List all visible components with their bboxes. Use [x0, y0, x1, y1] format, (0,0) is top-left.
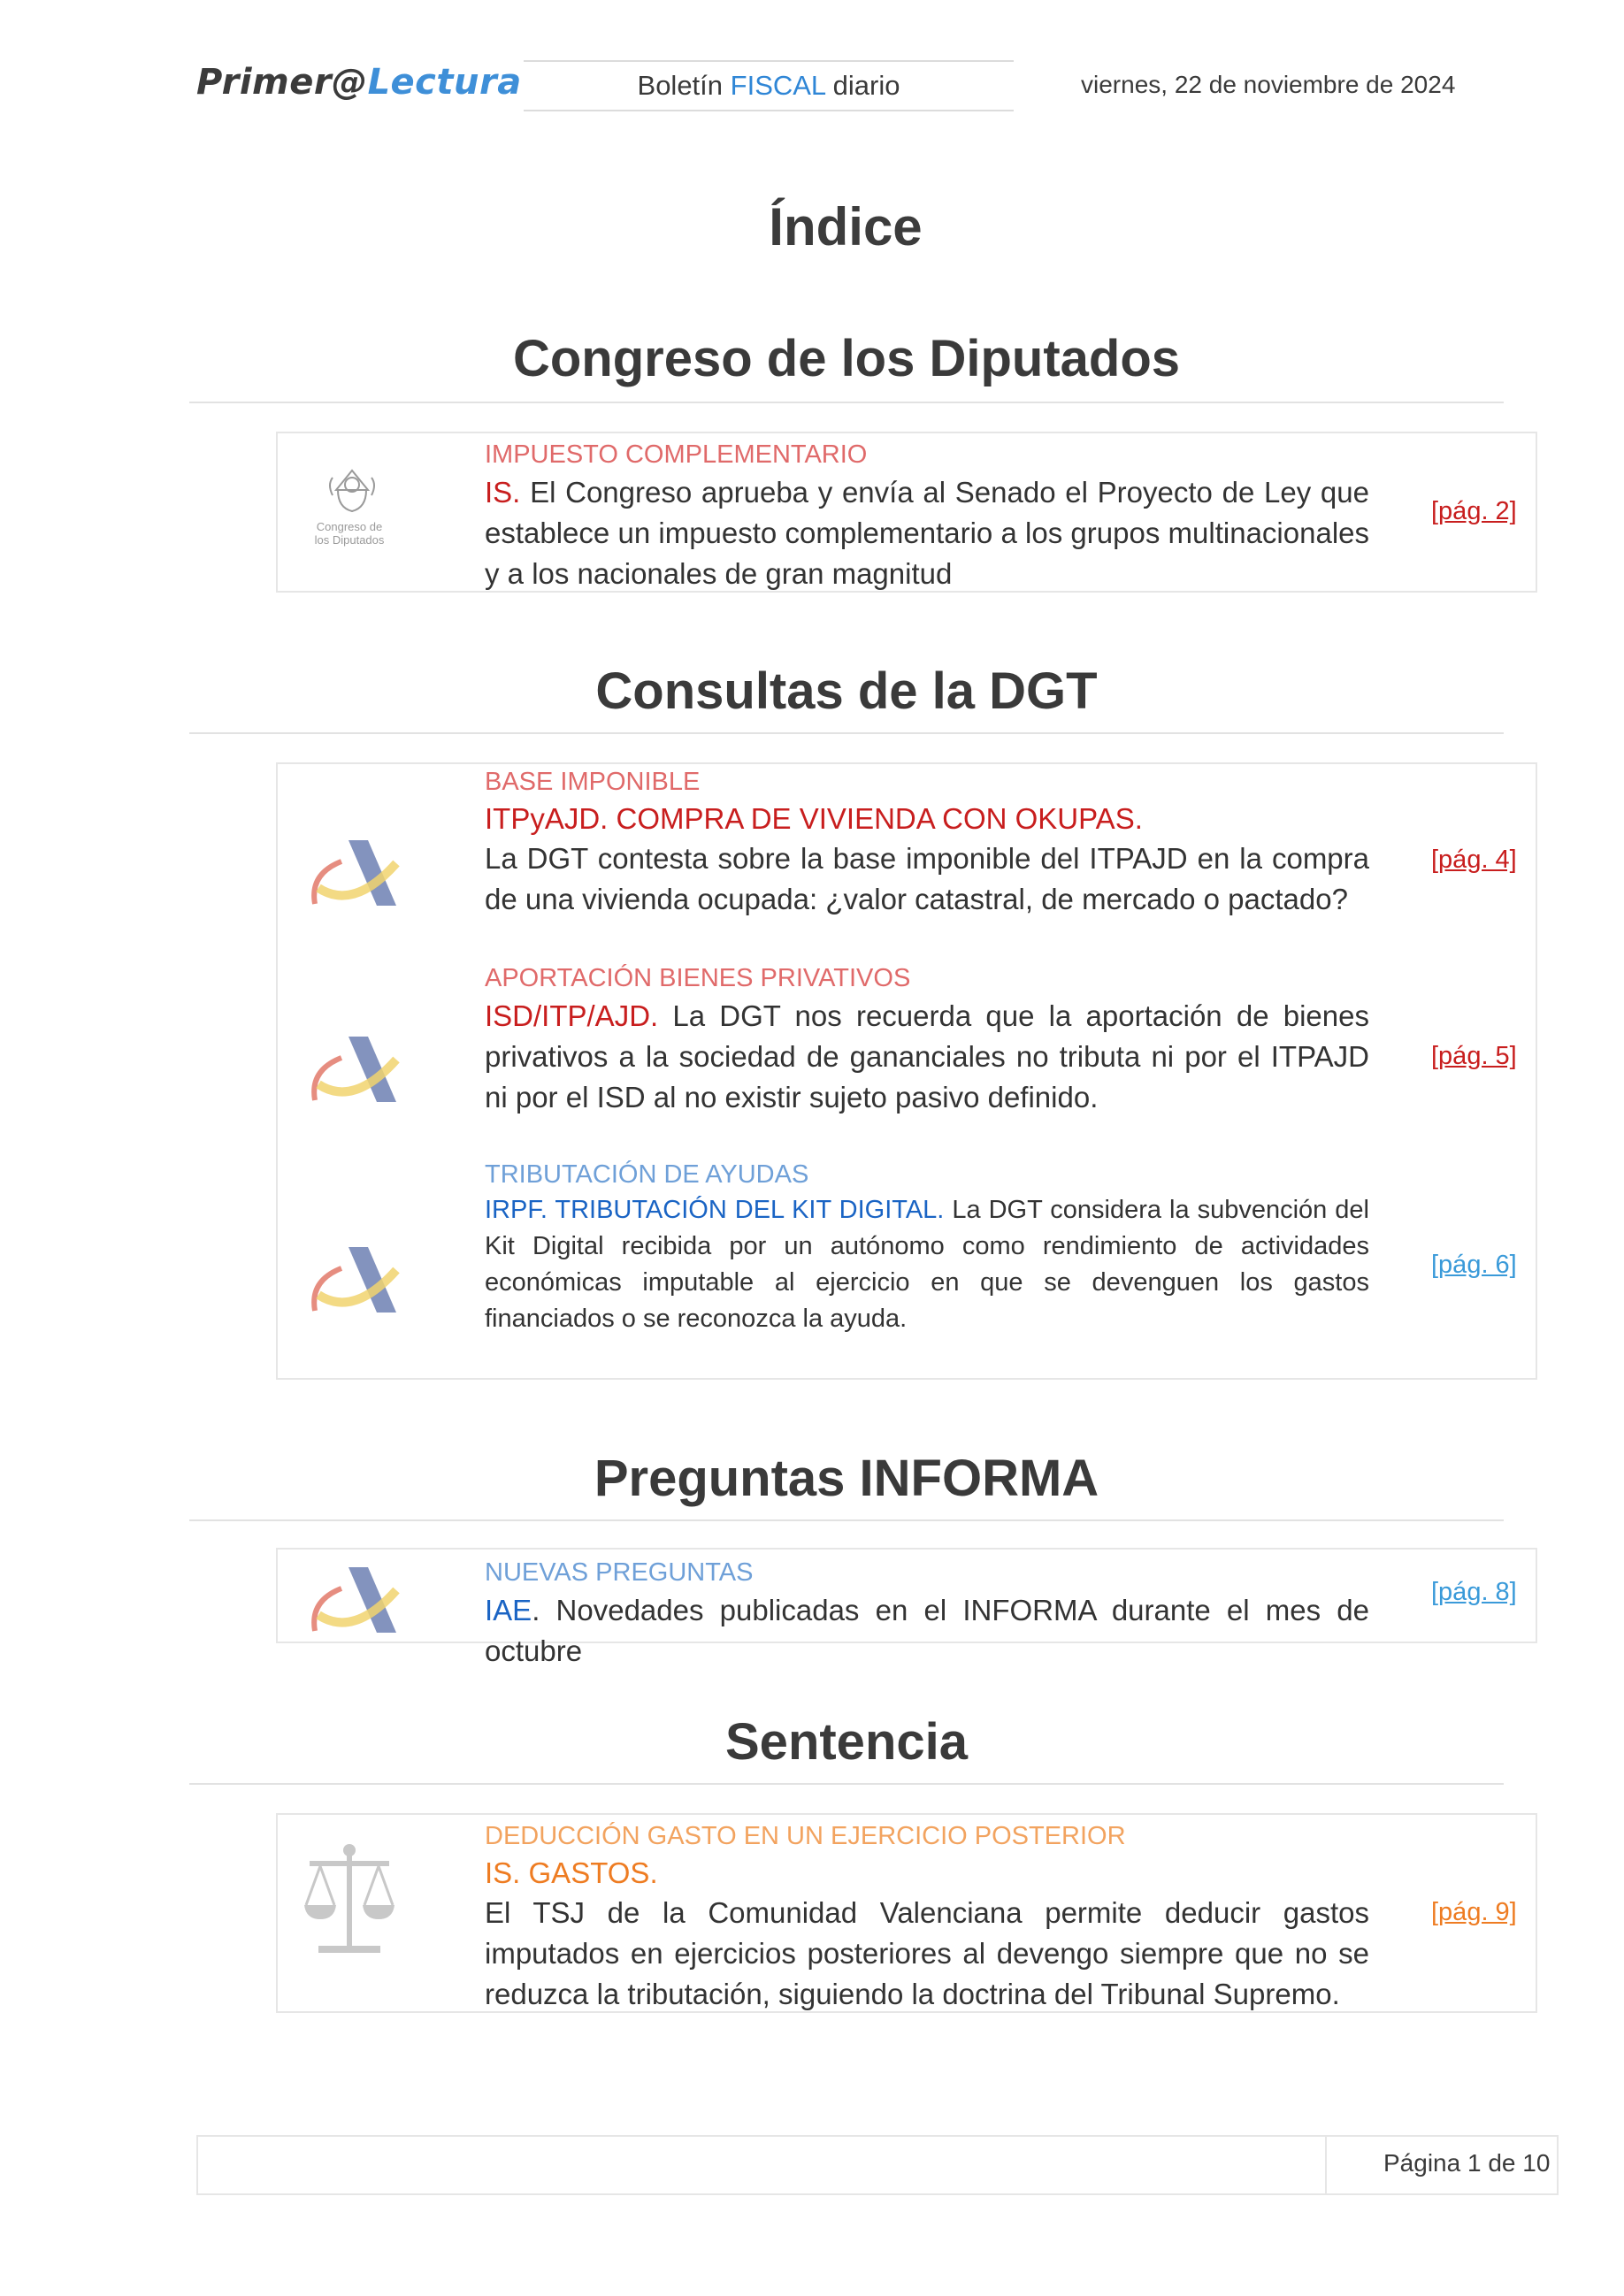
entry-summary	[485, 1192, 1369, 1337]
entry-text	[485, 437, 1369, 594]
bulletin-title	[524, 60, 1014, 111]
page-link[interactable]: [pág. 2]	[1431, 497, 1517, 525]
entry-category: BASE IMPONIBLE	[485, 768, 701, 796]
entry-category: IMPUESTO COMPLEMENTARIO	[485, 440, 868, 469]
aeat-logo-icon	[292, 1233, 407, 1326]
entry-lead: ISD/ITP/AJD.	[485, 999, 659, 1032]
entry-lead: ITPyAJD. COMPRA DE VIVIENDA CON OKUPAS.	[485, 802, 1143, 835]
section-title-sentencia: Sentencia	[725, 1713, 968, 1771]
bulletin-date: viernes, 22 de noviembre de 2024	[1081, 71, 1456, 98]
section-title-dgt: Consultas de la DGT	[595, 662, 1098, 720]
entry-lead: IRPF. TRIBUTACIÓN DEL KIT DIGITAL.	[485, 1196, 945, 1224]
logo-line1: Congreso de	[316, 520, 383, 533]
section-title-informa: Preguntas INFORMA	[594, 1450, 1099, 1507]
index-card-congreso	[276, 432, 1537, 593]
entry-text	[485, 1818, 1369, 2015]
section-rule	[189, 732, 1504, 734]
index-card-informa	[276, 1548, 1537, 1667]
entry-body: La DGT nos recuerda que la aportación de bienes privativos a la sociedad de gananciales no tributa ni por el ITPAJD ni por el ISD al no existir sujeto pasivo definido.	[485, 999, 1369, 1114]
entry-text	[485, 960, 1369, 1118]
entry-text	[485, 764, 1369, 920]
entry-text	[485, 1157, 1369, 1337]
page-link[interactable]: [pág. 8]	[1431, 1578, 1517, 1606]
logo-line2: los Diputados	[314, 533, 385, 547]
footer-divider	[1325, 2137, 1327, 2193]
section-title-congreso: Congreso de los Diputados	[512, 330, 1181, 387]
page-link[interactable]: [pág. 9]	[1431, 1898, 1517, 1926]
entry-lead: IAE	[485, 1594, 532, 1626]
aeat-logo-icon	[292, 1553, 407, 1646]
entry-text	[485, 1555, 1369, 1672]
section-rule	[189, 1783, 1504, 1785]
section-rule	[189, 402, 1504, 403]
aeat-logo-icon	[292, 1022, 407, 1115]
entry-body: La DGT considera la subvención del Kit Digital recibida por un autónomo como rendimiento de actividades económicas imputable al ejercicio en que se devenguen los gastos financiados o se reconozca la ayuda.	[485, 1196, 1369, 1333]
entry-summary	[485, 472, 1369, 594]
page-link[interactable]: [pág. 6]	[1431, 1251, 1517, 1279]
page-link[interactable]: [pág. 5]	[1431, 1042, 1517, 1070]
aeat-logo-icon	[292, 826, 407, 919]
scales-of-justice-icon	[292, 1838, 407, 1966]
entry-lead: IS. GASTOS.	[485, 1856, 658, 1889]
entry-category: TRIBUTACIÓN DE AYUDAS	[485, 1160, 809, 1189]
page-footer	[196, 2135, 1559, 2195]
entry-body: La DGT contesta sobre la base imponible del ITPAJD en la compra de una vivienda ocupada: ¿valor catastral, de mercado o pactado?	[485, 842, 1369, 915]
entry-category: DEDUCCIÓN GASTO EN UN EJERCICIO POSTERIOR	[485, 1822, 1126, 1850]
entry-category: NUEVAS PREGUNTAS	[485, 1558, 754, 1587]
entry-body: El Congreso aprueba y envía al Senado el Proyecto de Ley que establece un impuesto complementario a los grupos multinacionales y a los nacionales de gran magnitud	[485, 476, 1369, 590]
entry-category: APORTACIÓN BIENES PRIVATIVOS	[485, 964, 911, 992]
bulletin-post: diario	[825, 70, 900, 101]
page-link[interactable]: [pág. 4]	[1431, 846, 1517, 874]
page-number: Página 1 de 10	[1383, 2149, 1551, 2177]
index-card-sentencia	[276, 1813, 1537, 2013]
entry-lead: IS.	[485, 476, 521, 509]
bulletin-pre: Boletín	[637, 70, 731, 101]
entry-summary	[485, 1590, 1369, 1672]
index-card-dgt	[276, 762, 1537, 1380]
entry-body: . Novedades publicadas en el INFORMA durante el mes de octubre	[485, 1594, 1369, 1667]
brand-part1: Primer@	[196, 62, 368, 103]
brand-part2: Lectura	[367, 62, 522, 103]
congreso-logo-icon	[292, 446, 407, 556]
page-title: Índice	[769, 197, 923, 256]
section-rule	[189, 1519, 1504, 1521]
entry-summary	[485, 996, 1369, 1118]
entry-body: El TSJ de la Comunidad Valenciana permite deducir gastos imputados en ejercicios posteriores al devengo siempre que no se reduzca la tributación, siguiendo la doctrina del Tribunal Supremo.	[485, 1896, 1369, 2010]
brand-logo	[196, 62, 522, 103]
bulletin-accent: FISCAL	[730, 70, 826, 101]
